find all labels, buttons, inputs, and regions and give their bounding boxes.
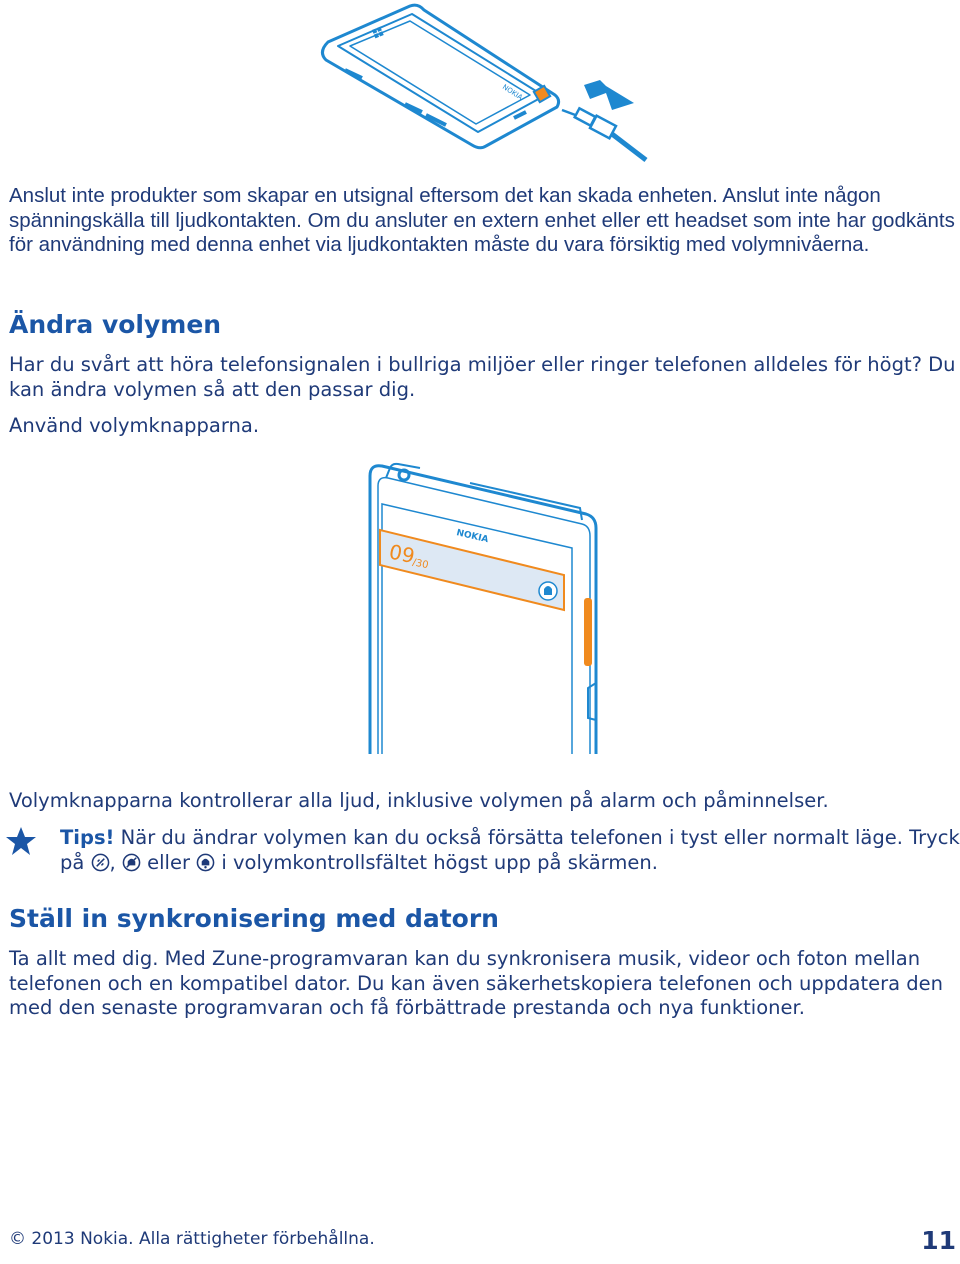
safety-warning-text: Anslut inte produkter som skapar en utsignal eftersom det kan skada enheten. Anslut inte någon spänningskälla till ljudkontakten. Om du ansluter en extern enhet eller ett headset som inte har godkänts för användning med denna enhet via ljudkontakten måste du vara försiktig med volymnivåerna. xyxy=(9,184,955,256)
page-number: 11 xyxy=(921,1226,956,1255)
tip-text-part-2: i volymkontrollsfältet högst upp på skärmen. xyxy=(215,850,658,874)
vibrate-icon xyxy=(91,853,110,872)
insert-arrow-icon xyxy=(584,80,634,110)
volume-caption-text: Volymknapparna kontrollerar alla ljud, inklusive volymen på alarm och påminnelser. xyxy=(9,789,829,812)
heading-change-volume: Ändra volymen xyxy=(9,310,222,339)
phone-volume-illustration xyxy=(360,458,610,758)
tip-text-part-1: När du ändrar volymen kan du också försätta telefonen i tyst eller normalt läge. Tryck på xyxy=(60,826,960,874)
tip-separator-2: eller xyxy=(140,850,197,874)
volume-instruction-text: Använd volymknapparna. xyxy=(9,414,260,437)
tip-text xyxy=(60,826,960,875)
phone-brand-label: NOKIA xyxy=(455,528,490,546)
sync-text: Ta allt med dig. Med Zune-programvaran kan du synkronisera musik, videor och foton mellan telefonen och en kompatibel dator. Du kan även säkerhetskopiera telefonen och uppdatera den med den senaste programvaran och få förbättrade prestanda och nya funktioner. xyxy=(9,947,944,1019)
volume-max: /30 xyxy=(411,557,430,572)
svg-text:NOKIA: NOKIA xyxy=(500,82,524,102)
tip-separator-1: , xyxy=(109,850,116,874)
silent-bell-icon xyxy=(122,853,141,872)
tip-label: Tips! xyxy=(60,826,115,849)
ring-bell-icon xyxy=(196,853,215,872)
star-icon xyxy=(5,826,37,856)
volume-value: 09 xyxy=(386,539,417,569)
heading-sync: Ställ in synkronisering med datorn xyxy=(9,904,499,933)
copyright-text: © 2013 Nokia. Alla rättigheter förbehållna. xyxy=(9,1229,375,1249)
phone-headset-illustration xyxy=(300,0,660,170)
volume-intro-text: Har du svårt att höra telefonsignalen i bullriga miljöer eller ringer telefonen alldeles för högt? Du kan ändra volymen så att den passar dig. xyxy=(9,353,956,401)
volume-key xyxy=(584,598,592,666)
